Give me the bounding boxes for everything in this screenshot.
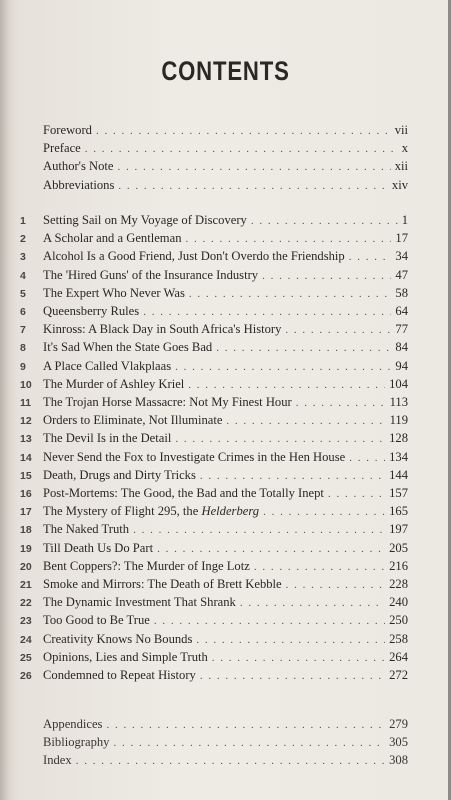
dot-leader bbox=[349, 450, 385, 466]
toc-entry bbox=[20, 558, 408, 574]
page-number: x bbox=[401, 141, 408, 156]
chapter-number: 16 bbox=[20, 488, 32, 500]
dot-leader bbox=[133, 522, 385, 538]
dot-leader bbox=[251, 213, 398, 229]
chapter-number: 21 bbox=[20, 579, 32, 591]
dot-leader bbox=[285, 322, 391, 338]
dot-leader bbox=[157, 541, 385, 557]
dot-leader bbox=[143, 304, 391, 320]
dot-leader bbox=[76, 753, 385, 769]
chapter-number: 22 bbox=[20, 597, 32, 610]
entry-title: Abbreviations bbox=[43, 177, 115, 192]
toc-entry bbox=[20, 521, 408, 537]
page-number: 250 bbox=[389, 613, 408, 628]
entry-title: Foreword bbox=[43, 123, 92, 137]
toc-entry bbox=[20, 122, 408, 138]
page-number: 197 bbox=[389, 522, 408, 537]
page-number: 157 bbox=[389, 486, 408, 500]
dot-leader bbox=[106, 717, 385, 733]
page-number: 216 bbox=[389, 558, 408, 573]
dot-leader bbox=[118, 178, 388, 194]
dot-leader bbox=[226, 413, 385, 429]
page-number: 258 bbox=[389, 631, 408, 646]
page-number: 34 bbox=[395, 249, 408, 264]
dot-leader bbox=[349, 249, 392, 265]
entry-title: The Murder of Ashley Kriel bbox=[43, 376, 185, 391]
entry-title: Setting Sail on My Voyage of Discovery bbox=[43, 213, 247, 227]
toc-entry bbox=[20, 177, 408, 193]
page-number: 64 bbox=[395, 304, 408, 318]
chapter-number: 10 bbox=[20, 378, 32, 391]
dot-leader bbox=[263, 504, 385, 520]
entry-title: Appendices bbox=[43, 717, 103, 731]
entry-title: Never Send the Fox to Investigate Crimes in the Hen House bbox=[43, 449, 346, 464]
page-number: 47 bbox=[395, 267, 408, 282]
dot-leader bbox=[85, 141, 398, 157]
chapter-number: 24 bbox=[20, 633, 32, 646]
toc-entry bbox=[20, 140, 408, 156]
chapter-number: 12 bbox=[20, 415, 32, 428]
page-number: 228 bbox=[389, 577, 408, 591]
entry-title: Author's Note bbox=[43, 159, 114, 174]
toc-entry bbox=[20, 467, 408, 483]
page-number: 240 bbox=[389, 595, 408, 610]
entry-title: The Trojan Horse Massacre: Not My Finest Hour bbox=[43, 395, 292, 409]
chapter-number: 25 bbox=[20, 651, 32, 664]
dot-leader bbox=[113, 735, 385, 751]
page-number: 205 bbox=[389, 540, 408, 555]
page-number: xiv bbox=[391, 177, 408, 192]
dot-leader bbox=[254, 559, 385, 575]
dot-leader bbox=[189, 286, 392, 302]
entry-title: The Mystery of Flight 295, the Helderberg bbox=[43, 504, 260, 519]
entry-title: Condemned to Repeat History bbox=[43, 668, 196, 682]
page-number: 165 bbox=[389, 504, 408, 519]
entry-title: Orders to Eliminate, Not Illuminate bbox=[43, 413, 223, 428]
toc-entry bbox=[20, 358, 408, 374]
entry-title: Bent Coppers?: The Murder of Inge Lotz bbox=[43, 558, 250, 573]
chapter-number: 9 bbox=[20, 360, 26, 373]
page-number: 1 bbox=[401, 213, 408, 227]
toc-entry bbox=[20, 248, 408, 264]
entry-title: Post-Mortems: The Good, the Bad and the Totally Inept bbox=[43, 486, 324, 500]
page-number: 308 bbox=[389, 753, 408, 768]
chapter-number: 18 bbox=[20, 524, 32, 537]
dot-leader bbox=[240, 595, 385, 611]
page-number: xii bbox=[394, 159, 408, 174]
dot-leader bbox=[286, 577, 385, 593]
chapter-number: 20 bbox=[20, 560, 32, 573]
entry-title: A Place Called Vlakplaas bbox=[43, 358, 172, 373]
toc-entry bbox=[20, 752, 408, 768]
page-number: 119 bbox=[389, 413, 408, 428]
page-number: 144 bbox=[389, 467, 408, 482]
toc-entry bbox=[20, 540, 408, 556]
dot-leader bbox=[296, 395, 386, 411]
chapter-number: 19 bbox=[20, 542, 32, 555]
toc-entry bbox=[20, 212, 408, 228]
entry-title: Queensberry Rules bbox=[43, 304, 140, 318]
entry-title: Till Death Us Do Part bbox=[43, 540, 154, 555]
page-number: 17 bbox=[395, 231, 408, 246]
toc-entry bbox=[20, 612, 408, 628]
chapter-number: 8 bbox=[20, 342, 26, 355]
toc-entry bbox=[20, 667, 408, 683]
toc-entry bbox=[20, 303, 408, 319]
chapter-number: 13 bbox=[20, 433, 32, 446]
dot-leader bbox=[175, 431, 385, 447]
page-number: 128 bbox=[389, 431, 408, 446]
toc-entry bbox=[20, 339, 408, 355]
chapter-number: 17 bbox=[20, 506, 32, 519]
entry-title: Bibliography bbox=[43, 735, 110, 750]
chapter-number: 14 bbox=[20, 451, 32, 464]
toc-entry bbox=[20, 649, 408, 665]
chapter-number: 5 bbox=[20, 287, 26, 300]
entry-title: Preface bbox=[43, 141, 81, 156]
toc-entry bbox=[20, 230, 408, 246]
toc-entry bbox=[20, 285, 408, 301]
toc-entry bbox=[20, 485, 408, 501]
toc-entry bbox=[20, 503, 408, 519]
toc-entry bbox=[20, 376, 408, 392]
dot-leader bbox=[212, 650, 385, 666]
toc-entry bbox=[20, 412, 408, 428]
page-number: 104 bbox=[389, 376, 408, 391]
toc-entry bbox=[20, 267, 408, 283]
chapter-number: 15 bbox=[20, 469, 32, 482]
entry-title: The 'Hired Guns' of the Insurance Industry bbox=[43, 267, 259, 282]
page-number: 77 bbox=[395, 322, 408, 337]
page-number: vii bbox=[394, 123, 408, 137]
toc-entry bbox=[20, 594, 408, 610]
dot-leader bbox=[328, 486, 385, 502]
entry-title: The Naked Truth bbox=[43, 522, 130, 537]
chapter-number: 2 bbox=[20, 233, 26, 246]
entry-title: Kinross: A Black Day in South Africa's History bbox=[43, 322, 282, 337]
dot-leader bbox=[262, 268, 391, 284]
page-number: 58 bbox=[395, 285, 408, 300]
toc-entry bbox=[20, 734, 408, 750]
entry-title: Too Good to Be True bbox=[43, 613, 150, 628]
page-number: 264 bbox=[389, 649, 408, 664]
page-number: 113 bbox=[389, 395, 408, 409]
toc-entry bbox=[20, 321, 408, 337]
page-number: 94 bbox=[395, 358, 408, 373]
page-number: 134 bbox=[389, 449, 408, 464]
page-number: 84 bbox=[395, 340, 408, 355]
dot-leader bbox=[117, 159, 390, 175]
entry-title: A Scholar and a Gentleman bbox=[43, 231, 182, 246]
dot-leader bbox=[186, 231, 392, 247]
entry-title: The Devil Is in the Detail bbox=[43, 431, 172, 446]
toc-entry bbox=[20, 158, 408, 174]
entry-title: Smoke and Mirrors: The Death of Brett Kebble bbox=[43, 577, 282, 591]
toc-entry bbox=[20, 394, 408, 410]
chapter-number: 4 bbox=[20, 269, 26, 282]
dot-leader bbox=[196, 632, 385, 648]
chapter-number: 1 bbox=[20, 215, 26, 227]
dot-leader bbox=[175, 359, 391, 375]
chapter-number: 11 bbox=[20, 397, 32, 409]
toc-entry bbox=[20, 716, 408, 732]
dot-leader bbox=[96, 123, 391, 139]
chapter-number: 6 bbox=[20, 306, 26, 318]
dot-leader bbox=[188, 377, 385, 393]
page-number: 305 bbox=[389, 735, 408, 750]
chapter-number: 23 bbox=[20, 615, 32, 628]
entry-title: Creativity Knows No Bounds bbox=[43, 631, 193, 646]
toc-entry bbox=[20, 576, 408, 592]
entry-title: Index bbox=[43, 753, 72, 768]
toc-entry bbox=[20, 449, 408, 465]
entry-title: Alcohol Is a Good Friend, Just Don't Overdo the Friendship bbox=[43, 249, 345, 264]
entry-title: Opinions, Lies and Simple Truth bbox=[43, 649, 208, 664]
entry-title: The Dynamic Investment That Shrank bbox=[43, 595, 236, 610]
dot-leader bbox=[200, 668, 385, 684]
dot-leader bbox=[216, 340, 391, 356]
page-spine-shadow bbox=[0, 0, 10, 800]
dot-leader bbox=[154, 613, 385, 629]
chapter-number: 3 bbox=[20, 251, 26, 264]
page-title: CONTENTS bbox=[161, 56, 290, 86]
entry-title: Death, Drugs and Dirty Tricks bbox=[43, 467, 196, 482]
page-number: 272 bbox=[389, 668, 408, 682]
toc-entry bbox=[20, 430, 408, 446]
entry-title: It's Sad When the State Goes Bad bbox=[43, 340, 213, 355]
dot-leader bbox=[200, 468, 385, 484]
toc-entry bbox=[20, 631, 408, 647]
page-number: 279 bbox=[389, 717, 408, 731]
chapter-number: 7 bbox=[20, 324, 26, 337]
entry-title: The Expert Who Never Was bbox=[43, 285, 185, 300]
chapter-number: 26 bbox=[20, 670, 32, 682]
